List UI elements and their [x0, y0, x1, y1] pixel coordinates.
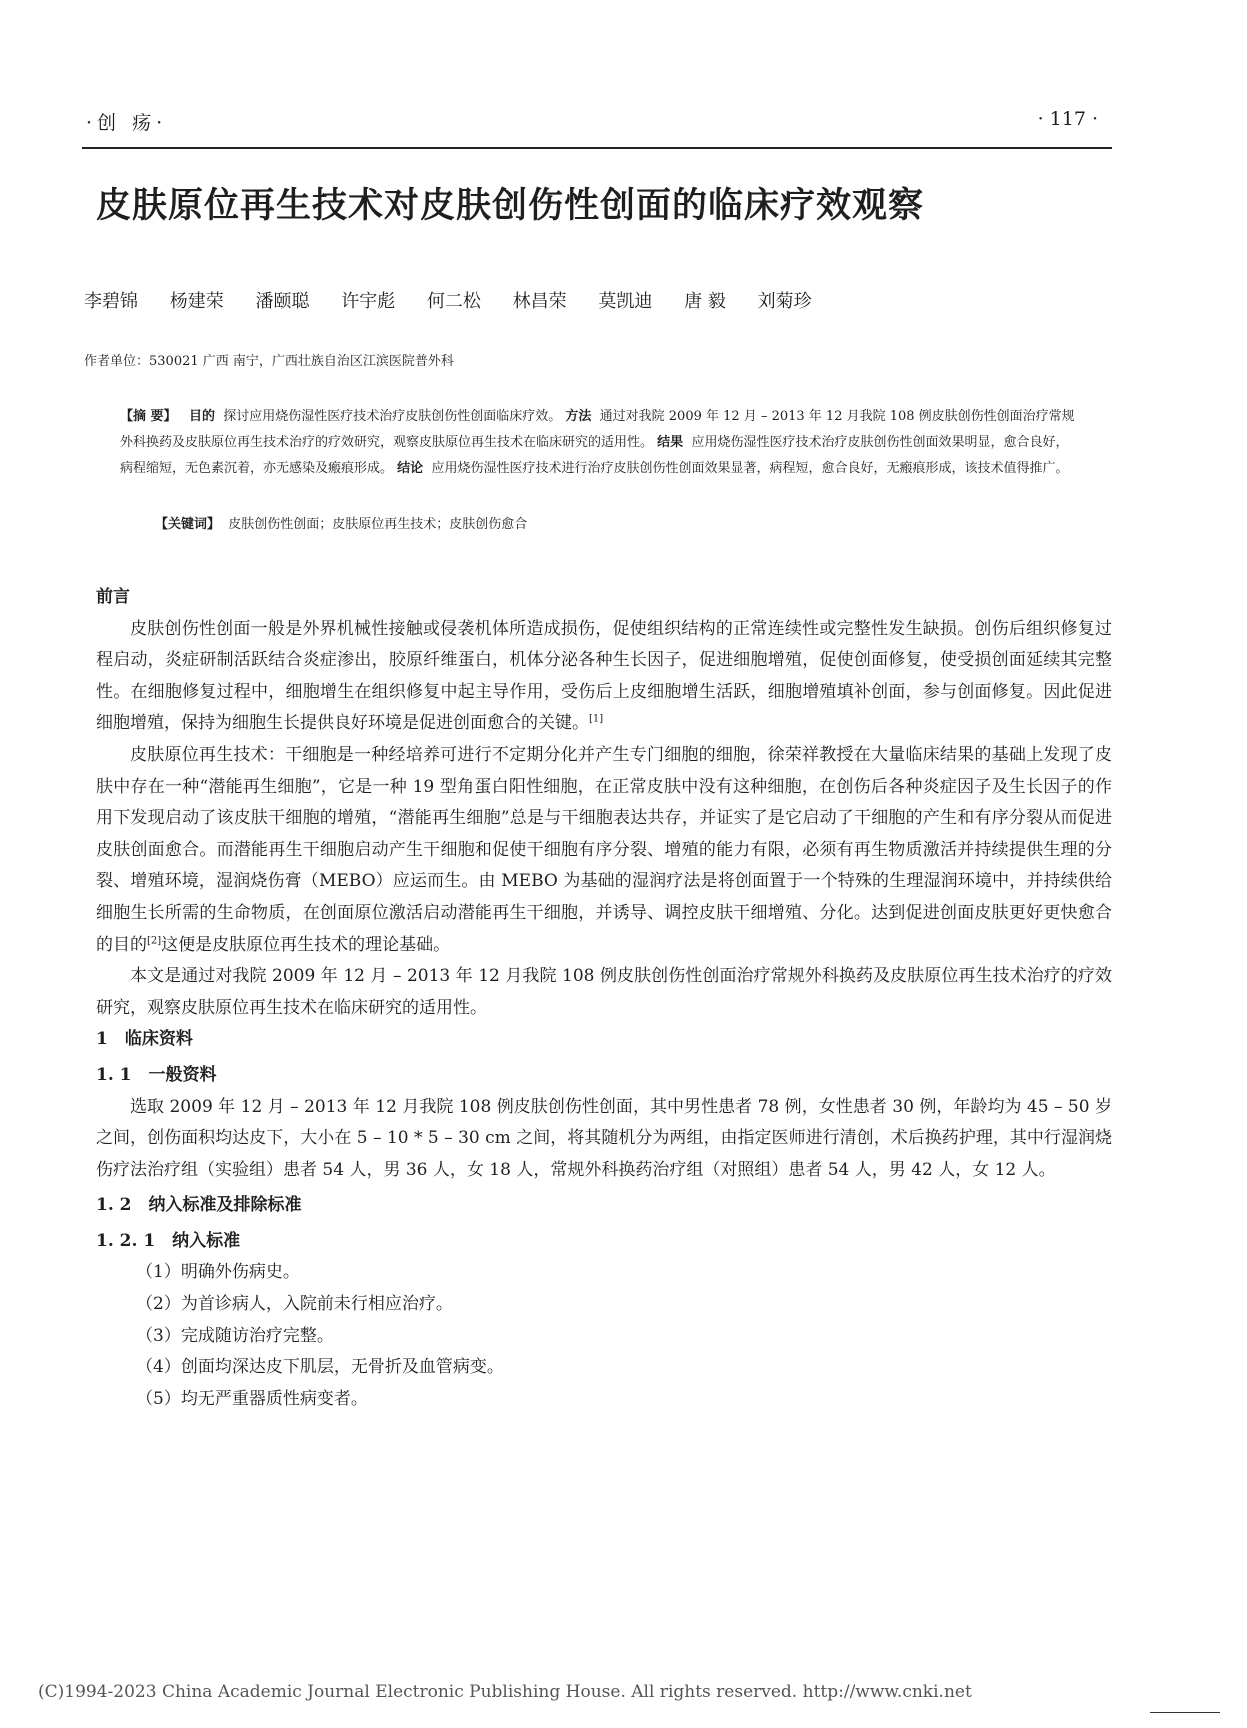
objective-label: 目的: [188, 409, 215, 424]
keywords: [155, 513, 527, 532]
citation: [2]: [147, 934, 162, 946]
header-rule: [82, 147, 1112, 149]
list-item: （4）创面均深达皮下肌层，无骨折及血管病变。: [136, 1357, 504, 1378]
paragraph: 选取 2009 年 12 月 – 2013 年 12 月我院 108 例皮肤创伤性创面，其中男性患者 78 例，女性患者 30 例，年龄均为 45 – 50 岁之间，创伤面积均达皮下，大小在 5 – 10 * 5 – 30 cm 之间，将其随机分为两组，由指定医师进行清创，术后换药护理，其中行湿润烧伤疗法治疗组（实验组）患者 54 人，男 36 人，女 18 人，常规外科换药治疗组（对照组）患者 54 人，男 42 人，女 12 人。: [96, 1096, 1112, 1180]
page-number: · 117 ·: [1037, 108, 1098, 130]
corner-rule: [1150, 1712, 1220, 1713]
objective-text: 探讨应用烧伤湿性医疗技术治疗皮肤创伤性创面临床疗效。: [223, 409, 562, 424]
author: 杨建荣: [169, 291, 224, 312]
abstract-label: 【摘 要】: [120, 409, 177, 424]
author: 刘菊珍: [757, 291, 812, 312]
copyright-footer: (C)1994-2023 China Academic Journal Electronic Publishing House. All rights reserved. http://www.cnki.net: [38, 1682, 972, 1702]
keywords-label: 【关键词】: [155, 517, 221, 532]
intro-heading: 前言: [96, 587, 130, 607]
author: 唐 毅: [684, 291, 726, 312]
subsection-heading: 1. 2 纳入标准及排除标准: [96, 1195, 302, 1216]
method-text: 通过对我院 2009 年 12 月 – 2013 年 12 月我院 108 例皮肤创伤性创面治疗常规外科换药及皮肤原位再生技术治疗的疗效研究，观察皮肤原位再生技术在临床研究的适用性。: [120, 409, 1075, 450]
affiliation: 作者单位：530021 广西 南宁，广西壮族自治区江滨医院普外科: [84, 354, 454, 369]
conclusion-label: 结论: [397, 461, 424, 476]
section-label: ·创 疡·: [86, 112, 168, 134]
subsection-heading: 1. 1 一般资料: [96, 1064, 217, 1085]
conclusion-text: 应用烧伤湿性医疗技术进行治疗皮肤创伤性创面效果显著，病程短，愈合良好，无瘢痕形成，该技术值得推广。: [431, 461, 1069, 476]
author: 李碧锦: [84, 291, 138, 312]
method-label: 方法: [565, 409, 592, 424]
result-label: 结果: [657, 435, 684, 450]
list-item: （2）为首诊病人，入院前未行相应治疗。: [136, 1294, 453, 1315]
subsubsection-heading: 1. 2. 1 纳入标准: [96, 1230, 241, 1251]
article-title: 皮肤原位再生技术对皮肤创伤性创面的临床疗效观察: [96, 185, 925, 226]
abstract: [120, 404, 1080, 482]
running-header: [82, 108, 1112, 142]
keywords-text: 皮肤创伤性创面；皮肤原位再生技术；皮肤创伤愈合: [228, 517, 528, 532]
citation: [1]: [589, 713, 604, 725]
body-text: [96, 582, 1112, 1415]
author: 许宇彪: [341, 291, 396, 312]
list-item: （5）均无严重器质性病变者。: [136, 1388, 368, 1409]
author: 莫凯迪: [598, 291, 653, 312]
author: 潘颐聪: [255, 291, 310, 312]
section-heading: 1 临床资料: [96, 1029, 193, 1050]
list-item: （3）完成随访治疗完整。: [136, 1325, 334, 1346]
criteria-list: [96, 1257, 1112, 1415]
author-list: [84, 287, 838, 313]
paragraph: 皮肤创伤性创面一般是外界机械性接触或侵袭机体所造成损伤，促使组织结构的正常连续性或完整性发生缺损。创伤后组织修复过程启动，炎症研制活跃结合炎症渗出，胶原纤维蛋白，机体分泌各种生长因子，促进细胞增殖，促使创面修复，使受损创面延续其完整性。在细胞修复过程中，细胞增生在组织修复中起主导作用，受伤后上皮细胞增生活跃，细胞增殖填补创面，参与创面修复。因此促进细胞增殖，保持为细胞生长提供良好环境是促进创面愈合的关键。[1]: [96, 618, 1112, 734]
paragraph: 皮肤原位再生技术：干细胞是一种经培养可进行不定期分化并产生专门细胞的细胞，徐荣祥教授在大量临床结果的基础上发现了皮肤中存在一种“潜能再生细胞”，它是一种 19 型角蛋白阳性细胞，在正常皮肤中没有这种细胞，在创伤后各种炎症因子及生长因子的作用下发现启动了该皮肤干细胞的增殖，“潜能再生细胞”总是与干细胞表达共存，并证实了是它启动了干细胞的产生和有序分裂从而促进皮肤创面愈合。而潜能再生干细胞启动产生干细胞和促使干细胞有序分裂、增殖的能力有限，必须有再生物质激活并持续提供生理的分裂、增殖环境，湿润烧伤膏（MEBO）应运而生。由 MEBO 为基础的湿润疗法是将创面置于一个特殊的生理湿润环境中，并持续供给细胞生长所需的生命物质，在创面原位激活启动潜能再生干细胞，并诱导、调控皮肤干细增殖、分化。达到促进创面皮肤更好更快愈合的目的[2]这便是皮肤原位再生技术的理论基础。: [96, 744, 1112, 955]
author: 何二松: [426, 291, 481, 312]
list-item: （1）明确外伤病史。: [136, 1262, 300, 1283]
author: 林昌荣: [512, 291, 567, 312]
result-text: 应用烧伤湿性医疗技术治疗皮肤创伤性创面效果明显，愈合良好，病程缩短，无色素沉着，亦无感染及瘢痕形成。: [120, 435, 1069, 476]
paragraph: 本文是通过对我院 2009 年 12 月 – 2013 年 12 月我院 108 例皮肤创伤性创面治疗常规外科换药及皮肤原位再生技术治疗的疗效研究，观察皮肤原位再生技术在临床研究的适用性。: [96, 966, 1112, 1018]
